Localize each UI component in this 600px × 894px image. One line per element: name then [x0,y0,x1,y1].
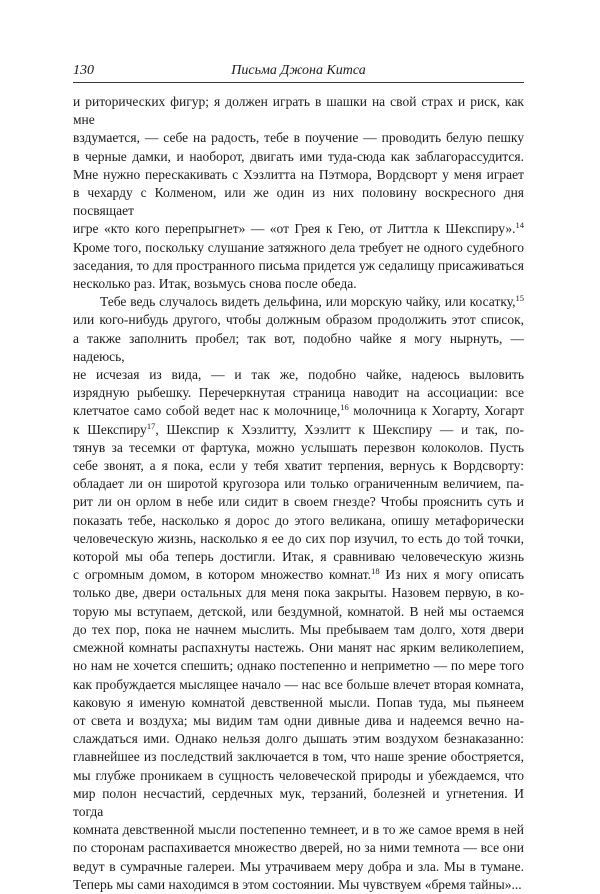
line-text: не исчезая из вида, — и так же, подобно чайке, надеюсь выловить [73,367,524,383]
line-text: изрядную рыбешку. Перечеркнутая страница наводит на ассоциации: все [73,385,524,401]
line-text-rest: молочница к Хогарту, Хогарт [348,403,524,419]
text-line [73,475,524,493]
text-line [73,493,524,511]
text-line [73,384,524,402]
text-line [73,293,524,311]
text-line [73,657,524,675]
text-line [73,220,524,238]
running-title: Письма Джона Китса [231,63,366,78]
text-line [73,621,524,639]
text-line [73,512,524,530]
text-line [73,676,524,694]
text-line [73,694,524,712]
header-rule [73,82,524,83]
text-line [73,366,524,384]
line-text: как пробуждается мыслящее начало — нас все больше влечет вторая комната, [73,676,524,692]
line-text: обладает ли он широтой кругозора или только ограниченным величием, па- [73,476,524,492]
footnote-marker: 18 [371,566,380,577]
text-line [73,839,524,857]
line-text-rest: Из них я могу описать [379,567,524,583]
footnote-marker: 15 [515,293,524,304]
line-text: но нам не хочется спешить; однако постепенно и неприметно — по мере того [73,658,524,674]
text-line [73,257,524,275]
line-text: вздумается, — себе на радость, тебе в поучение — проводить белую пешку [73,130,524,146]
line-text: комната девственной мысли постепенно темнеет, и в то же самое время в ней [73,822,524,838]
body-text [73,93,524,894]
line-text: слаждаться ими. Однако нельзя долго дышать этим воздухом безнаказанно: [73,731,524,747]
line-text: в чехарду с Колменом, или же один из них половину воскресного дня посвящает [73,185,524,219]
text-line [73,421,524,439]
line-text: а также заполнить пробел; так вот, подобно чайке я могу нырнуть, — надеюсь, [73,330,524,364]
line-text: Кроме того, поскольку слушание затяжного дела требует не одного судебного [73,239,524,255]
text-line [73,129,524,147]
text-line [73,311,524,329]
line-text: Мне нужно перескакивать с Хэзлитта на Пэтмора, Вордсворт у меня играет [73,166,524,182]
text-line [73,439,524,457]
text-line [73,166,524,184]
line-text: к Шекспиру [73,421,147,437]
text-line [73,275,524,293]
line-text: от света и воздуха; мы видим там одни дивные дива и надеемся вечно на- [73,712,524,728]
page-header [73,63,524,83]
line-text: заседания, то для пространного письма придется уж седалищу присаживаться [73,257,524,273]
line-text: только две, двери остальных для меня пока закрыты. Назовем первую, в ко- [73,585,524,601]
line-text: главнейшее из последствий заключается в том, что наше зрение обостряется, [73,749,524,765]
line-text: себе звонят, а я пока, если у тебя хватит терпения, вернусь к Вордсворту: [73,458,524,474]
footnote-marker: 16 [340,402,349,413]
text-line [73,858,524,876]
footnote-marker: 17 [146,420,156,431]
line-text: мы глубже проникаем в сущность человеческой природы и убеждаемся, что [73,767,524,783]
text-line [73,239,524,257]
text-line [73,566,524,584]
text-line [73,821,524,839]
line-text: с огромным домом, в котором множество комнат. [73,567,372,583]
text-line [73,603,524,621]
line-text: каковую я именую комнатой девственной мысли. Попав туда, мы пьянеем [73,694,524,710]
line-text: и риторических фигур; я должен играть в шашки на свой страх и риск, как мне [73,94,524,128]
text-line [73,530,524,548]
text-line [73,548,524,566]
text-line [73,330,524,366]
line-text: тянув за тесемки от фартука, можно услышать перезвон колоколов. Пусть [73,439,524,455]
line-text: по сторонам распахивается множество дверей, но за ними темнота — все они [73,840,524,856]
text-line [73,730,524,748]
text-line [73,457,524,475]
text-line [73,93,524,129]
line-text: Тебе ведь случалось видеть дельфина, или морскую чайку, или косатку, [100,294,516,310]
text-line [73,639,524,657]
line-text: игре «кто кого перепрыгнет» — «от Грея к Гею, от Литтла к Шекспиру». [73,221,516,237]
text-line [73,748,524,766]
text-line [73,876,524,894]
line-text: или кого-нибудь другого, чтобы должным образом продолжить этот список, [73,312,524,328]
footnote-marker: 14 [515,220,524,231]
text-line [73,584,524,602]
text-line [73,184,524,220]
text-line [73,148,524,166]
line-text: показать тебе, насколько я дорос до этого великана, опишу метафорически [73,512,524,528]
text-line [73,785,524,821]
line-text: смежной комнаты распахнуты настежь. Они манят нас ярким великолепием, [73,640,524,656]
line-text: рит ли он орлом в небе или сидит в своем гнезде? Чтобы прояснить суть и [73,494,524,510]
text-line [73,712,524,730]
line-text: ведут в сумрачные галереи. Мы утрачиваем меру добра и зла. Мы в тумане. [73,858,524,874]
line-text: торую мы вступаем, детской, или бездумной, комнатой. В ней мы остаемся [73,603,524,619]
line-text: в черные дамки, и наоборот, двигать ими туда-сюда как заблагорассудится. [73,148,524,164]
text-line [73,767,524,785]
line-text: до тех пор, пока не начнем мыслить. Мы пребываем там долго, хотя двери [73,621,524,637]
line-text: человеческую жизнь, насколько я ее до сих пор изучил, то есть до той точки, [73,530,524,546]
line-text: клетчатое само собой ведет нас к молочнице, [73,403,341,419]
text-line [73,402,524,420]
line-text: несколько раз. Итак, возьмусь снова после обеда. [73,276,357,292]
line-text: мир полон несчастий, сердечных мук, терзаний, болезней и угнетения. И тогда [73,785,524,819]
line-text-rest: , Шекспир к Хэзлитту, Хэзлитт к Шекспиру — и так, по- [155,421,525,437]
line-text: которой мы оба теперь достигли. Итак, я сравниваю человеческую жизнь [73,549,524,565]
page-number: 130 [73,63,94,78]
line-text: Теперь мы сами находимся в этом состоянии. Мы чувствуем «бремя тайны»... [73,876,522,892]
